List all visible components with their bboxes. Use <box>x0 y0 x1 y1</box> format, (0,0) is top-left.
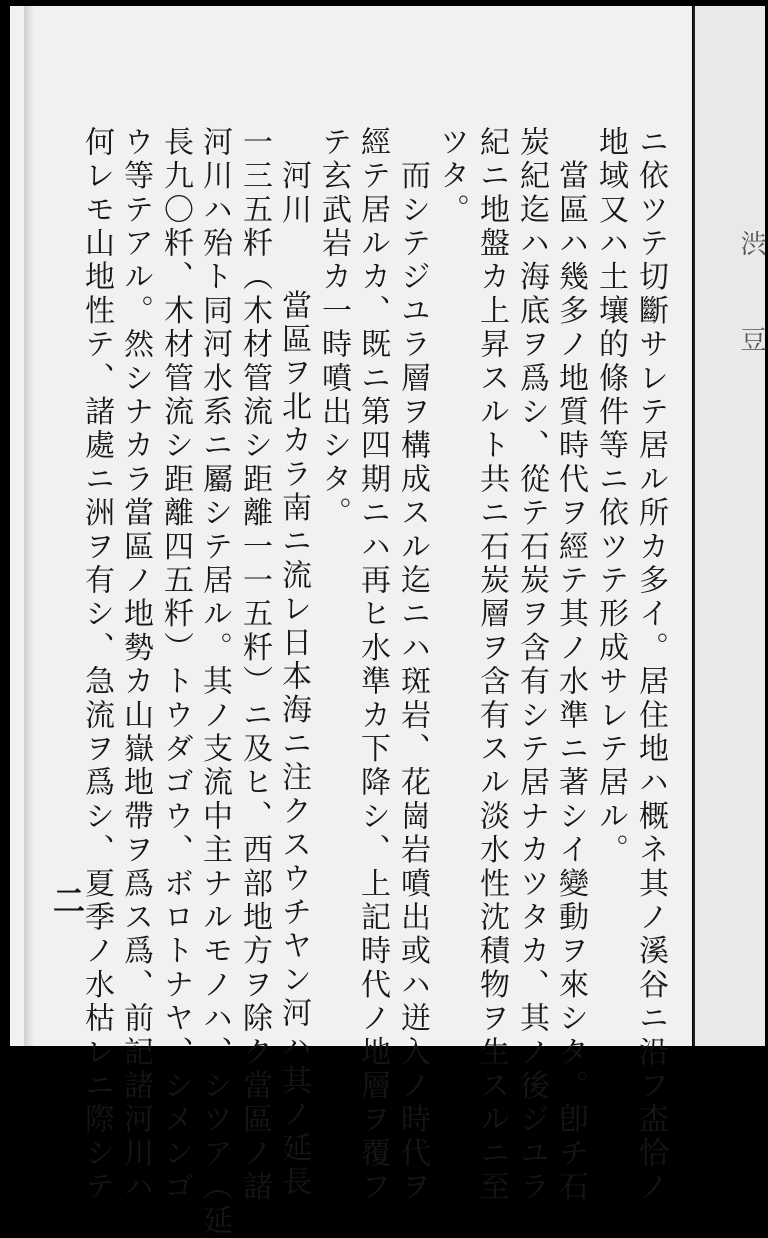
text-line-5: 紀ニ地盤カ上昇スルト共ニ石炭層ヲ含有スル淡水性沈積物ヲ生スルニ至 <box>474 126 509 1205</box>
text-line-3: 當區ハ幾多ノ地質時代ヲ經テ其ノ水準ニ著シイ變動ヲ來シタ。卽チ石 <box>553 126 588 1205</box>
text-line-4: 炭紀迄ハ海底ヲ爲シ、從テ石炭ヲ含有シテ居ナカツタカ、其ノ後ジユラ <box>514 126 549 1205</box>
text-line-11: 當區ヲ北カラ南ニ流レ日本海ニ注クスウチヤン河ハ其ノ延長 <box>276 222 311 1200</box>
page-number: 二 <box>48 884 86 916</box>
next-page-edge <box>693 6 765 1046</box>
text-line-6: ツタ。 <box>434 126 469 228</box>
text-line-8: 經テ居ルカ、既ニ第四期ニハ再ヒ水準カ下降シ、上記時代ノ地層ヲ覆フ <box>355 126 390 1205</box>
text-line-15: ウ等テアル。然シナカラ當區ノ地勢カ山嶽地帶ヲ爲ス爲、前記諸河川ハ <box>118 126 153 1205</box>
section-heading-rivers: 河川 <box>276 126 311 228</box>
edge-mark-2: 豆 <box>736 326 766 352</box>
page-spine-shadow <box>24 6 34 1046</box>
text-line-13: 河川ハ殆ト同河水系ニ屬シテ居ル。其ノ支流中主ナルモノハ、シツア（延 <box>197 126 232 1238</box>
text-line-7: 而シテジユラ層ヲ構成スル迄ニハ斑岩、花崗岩噴出或ハ迸入ノ時代ヲ <box>395 126 430 1205</box>
text-line-14: 長九〇粁、木材管流シ距離四五粁）トウダゴウ、ボロトナヤ、シメンゴ <box>158 126 193 1205</box>
text-line-2: 地域又ハ土壤的條件等ニ依ツテ形成サレテ居ル。 <box>593 126 628 868</box>
text-line-1: ニ依ツテ切斷サレテ居ル所カ多イ。居住地ハ概ネ其ノ溪谷ニ沿フ㭗恰ノ <box>633 126 668 1205</box>
text-line-12: 一三五粁（木材管流シ距離一一五粁）ニ及ヒ、西部地方ヲ除ク當區ノ諸 <box>237 126 272 1205</box>
edge-mark-1: 渋 <box>736 230 766 256</box>
text-line-16: 何レモ山地性テ、諸處ニ洲ヲ有シ、急流ヲ爲シ、夏季ノ水枯レニ際シテ <box>79 126 114 1205</box>
document-page <box>10 6 692 1238</box>
text-line-9: テ玄武岩カ一時噴出シタ。 <box>316 126 351 531</box>
